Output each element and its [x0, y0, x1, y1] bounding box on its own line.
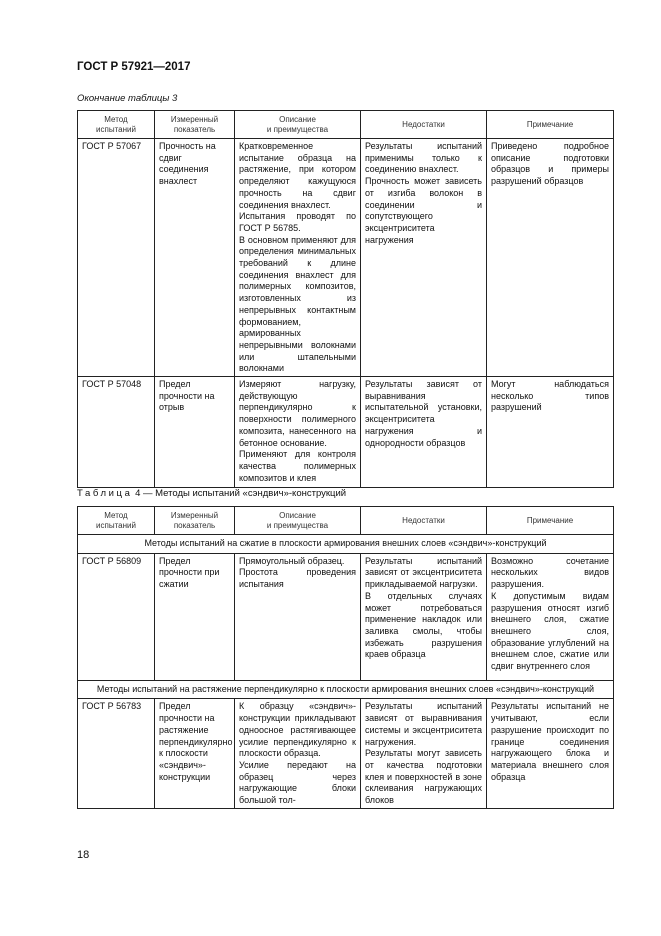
col-method: Метод испытаний	[78, 507, 155, 535]
cell-drawbacks: Результаты испытаний зависят от эксцентриситета прикладываемой нагрузки. В отдельных случаях может потребоваться применение накладок или заливка смолы, чтобы избежать разрушения краев образца	[361, 553, 487, 680]
table-row	[78, 139, 614, 377]
col-description: Описание и преимущества	[235, 507, 361, 535]
table4-caption	[77, 488, 346, 499]
page-number: 18	[77, 849, 90, 861]
cell-drawbacks: Результаты зависят от выравнивания испытательной установки, эксцентриситета нагружения и однородности образцов	[361, 377, 487, 488]
section-row	[78, 680, 614, 699]
document-header: ГОСТ Р 57921—2017	[77, 61, 191, 73]
table-4	[77, 506, 614, 809]
table-row	[78, 377, 614, 488]
cell-note: Результаты испытаний не учитывают, если разрушение происходит по границе соединения нагружающего блока и материала внешнего слоя образца	[487, 699, 614, 808]
col-method: Метод испытаний	[78, 111, 155, 139]
col-drawbacks: Недостатки	[361, 507, 487, 535]
cell-description: Прямоугольный образец. Простота проведения испытания	[235, 553, 361, 680]
col-measured: Измеренный показатель	[155, 111, 235, 139]
table3-caption: Окончание таблицы 3	[77, 93, 178, 104]
cell-measured: Предел прочности при сжатии	[155, 553, 235, 680]
cell-note: Могут наблюдаться несколько типов разрушений	[487, 377, 614, 488]
cell-note: Приведено подробное описание подготовки образцов и примеры разрушений образцов	[487, 139, 614, 377]
section-heading: Методы испытаний на сжатие в плоскости армирования внешних слоев «сэндвич»-конструкций	[78, 535, 614, 554]
cell-note: Возможно сочетание нескольких видов разрушения. К допустимым видам разрушения относят изгиб внешнего слоя, сжатие внешнего слоя, образование углублений на внешнем слое, сжатие или сдвиг внутреннего слоя	[487, 553, 614, 680]
cell-description: Измеряют нагрузку, действующую перпендикулярно к поверхности полимерного композита, нанесенного на бетонное основание. Применяют для контроля качества полимерных композитов и клея	[235, 377, 361, 488]
cell-measured: Предел прочности на отрыв	[155, 377, 235, 488]
section-row	[78, 535, 614, 554]
col-drawbacks: Недостатки	[361, 111, 487, 139]
cell-method: ГОСТ Р 57048	[78, 377, 155, 488]
cell-method: ГОСТ Р 57067	[78, 139, 155, 377]
table-header-row	[78, 111, 614, 139]
table4-caption-label: Таблица	[77, 488, 133, 499]
section-heading: Методы испытаний на растяжение перпендикулярно к плоскости армирования внешних слоев «сэндвич»-конструкций	[78, 680, 614, 699]
col-note: Примечание	[487, 111, 614, 139]
table-3-end	[77, 110, 614, 488]
cell-method: ГОСТ Р 56809	[78, 553, 155, 680]
table-header-row	[78, 507, 614, 535]
col-measured: Измеренный показатель	[155, 507, 235, 535]
table-row	[78, 553, 614, 680]
cell-method: ГОСТ Р 56783	[78, 699, 155, 808]
table-row	[78, 699, 614, 808]
col-note: Примечание	[487, 507, 614, 535]
cell-description: Кратковременное испытание образца на растяжение, при котором определяют кажущуюся прочность на сдвиг соединения внахлест. Испытания проводят по ГОСТ Р 56785. В основном применяют для определения минимальных требований к длине соединения внахлест для полимерных композитов, изготовленных из непрерывных контактным формованием, армированных непрерывными волокнами или штапельными волокнами	[235, 139, 361, 377]
cell-drawbacks: Результаты испытаний зависят от выравнивания системы и эксцентриситета нагружения. Результаты могут зависеть от качества подготовки клея и поверхностей в зоне склеивания нагружающих блоков	[361, 699, 487, 808]
cell-measured: Предел прочности на растяжение перпендикулярно к плоскости «сэндвич»-конструкции	[155, 699, 235, 808]
cell-description: К образцу «сэндвич»-конструкции прикладывают одноосное растягивающее усилие перпендикулярно к плоскости образца. Усилие передают на образец через нагружающие блоки большой тол-	[235, 699, 361, 808]
cell-drawbacks: Результаты испытаний применимы только к соединению внахлест. Прочность может зависеть от изгиба волокон в соединении и сопутствующего эксцентриситета нагружения	[361, 139, 487, 377]
col-description: Описание и преимущества	[235, 111, 361, 139]
table4-caption-title: 4 — Методы испытаний «сэндвич»-конструкций	[135, 488, 347, 499]
cell-measured: Прочность на сдвиг соединения внахлест	[155, 139, 235, 377]
